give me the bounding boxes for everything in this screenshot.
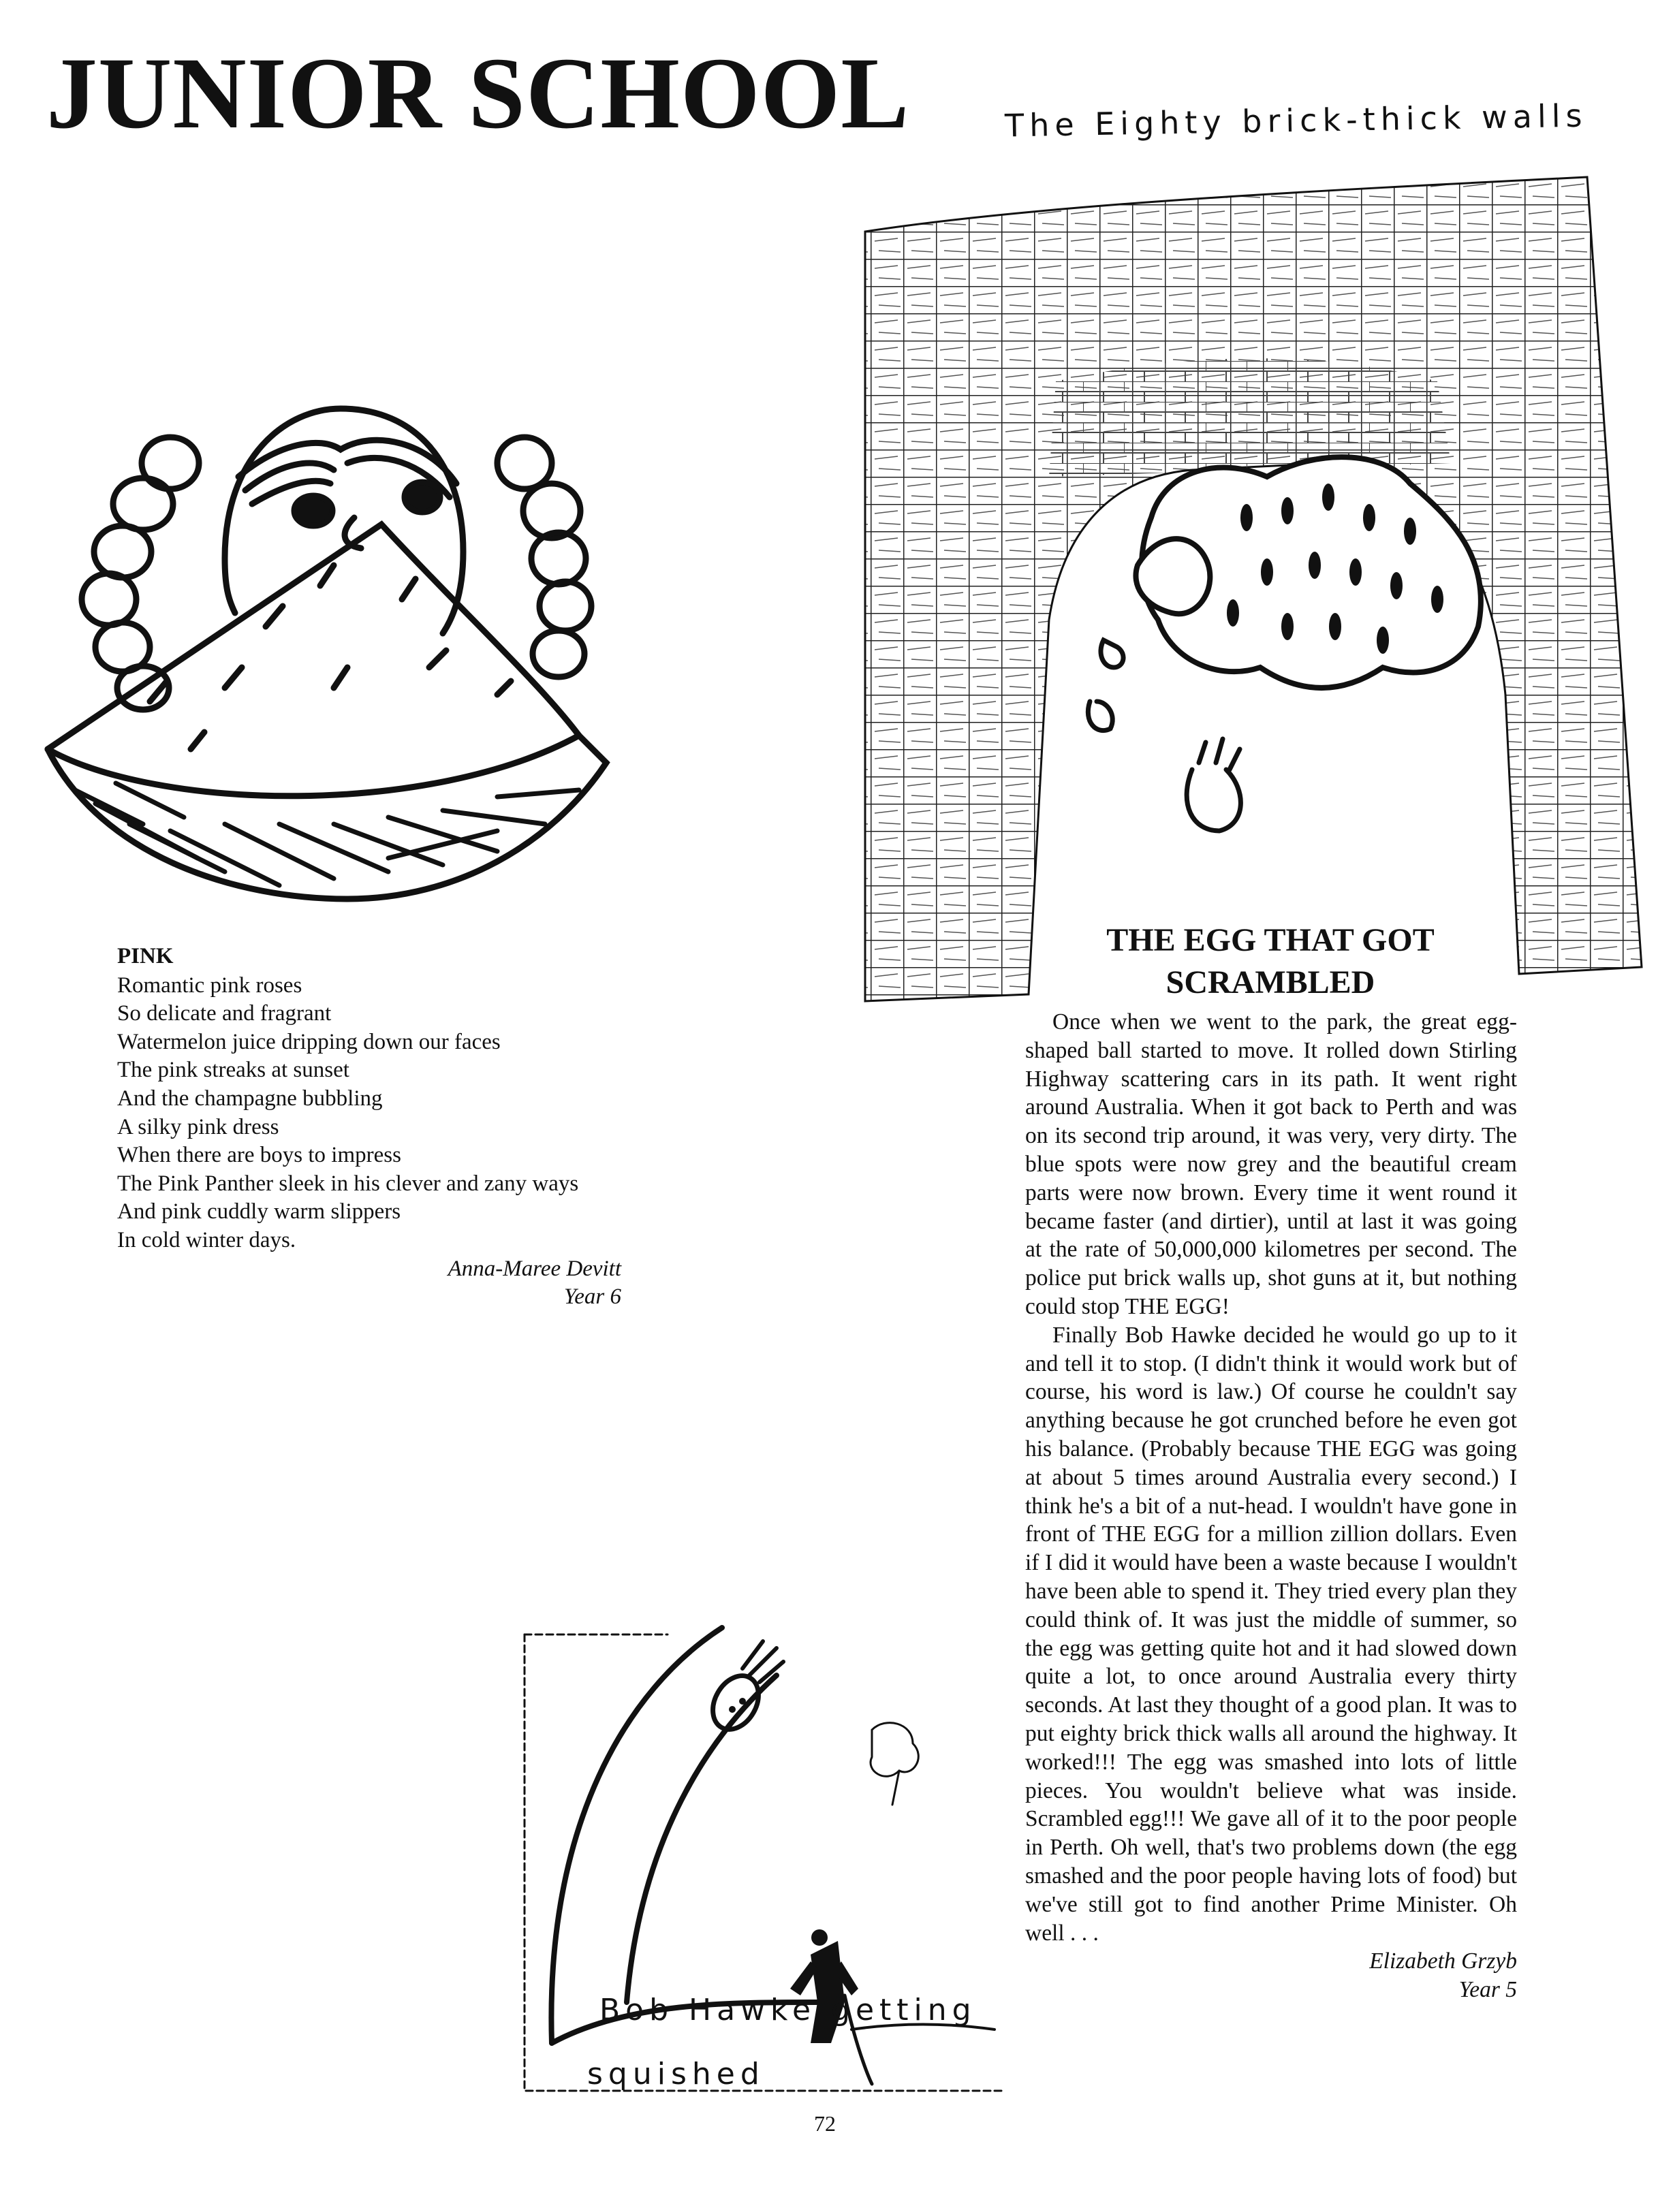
poem-line: A silky pink dress [117, 1114, 279, 1139]
poem-line: Romantic pink roses [117, 973, 302, 998]
hawke-drawing-caption-line2: squished [587, 2057, 765, 2091]
girl-eating-watermelon-drawing [20, 381, 620, 926]
poem-line: When there are boys to impress [117, 1143, 401, 1168]
poem-line: Watermelon juice dripping down our faces [117, 1029, 501, 1054]
poem-line: The Pink Panther sleek in his clever and zany ways [117, 1171, 579, 1196]
story-title: THE EGG THAT GOT SCRAMBLED [1106, 922, 1435, 1000]
hawke-drawing-caption: Bob Hawke getting [599, 1993, 977, 2027]
egg-squishing-man-drawing [490, 1621, 1008, 2111]
story [1025, 1008, 1517, 2004]
poem-author: Anna-Maree Devitt [448, 1256, 621, 1281]
poem-line: And the champagne bubbling [117, 1086, 383, 1111]
poem-title: PINK [117, 944, 174, 968]
poem-line: And pink cuddly warm slippers [117, 1199, 401, 1224]
poem [117, 943, 621, 1312]
page-number: 72 [814, 2111, 836, 2136]
poem-year: Year 6 [563, 1284, 621, 1310]
story-paragraph: Finally Bob Hawke decided he would go up to it and tell it to stop. (I didn't think it would work but of course, his word is law.) Of course he couldn't say anything because he got crunched before he even got his balance. (Probably because THE EGG was going at about 5 times around Australia every second.) I think he's a bit of a nut-head. I wouldn't have gone in front of THE EGG for a million zillion dollars. Even if I did it would have been a waste because I wouldn't have been able to spend it. They tried every plan they could think of. It was just the middle of summer, so the egg was getting quite hot and it had slowed down quite a lot, to once around Australia every thirty seconds. At last they thought of a good plan. It was to put eighty brick thick walls all around the highway. It worked!!! The egg was smashed into lots of little pieces. You wouldn't believe what was inside. Scrambled egg!!! We gave all of it to the poor people in Perth. Oh well, that's two problems down (the egg smashed and the poor people having lots of food) but we've still got to find another Prime Minister. Oh well . . . [1025, 1322, 1517, 1946]
poem-line: In cold winter days. [117, 1227, 296, 1252]
poem-line: So delicate and fragrant [117, 1001, 332, 1026]
story-paragraph: Once when we went to the park, the great egg-shaped ball started to move. It rolled down Stirling Highway scattering cars in its path. It went right around Australia. When it got back to Perth and was on its second trip around, it was very, very dirty. The blue spots were now grey and the beautiful cream parts were now brown. Every time it went round it became faster (and dirtier), until at last it was going at the rate of 50,000,000 kilometres per second. The police put brick walls up, shot guns at it, but nothing could stop THE EGG! [1025, 1009, 1517, 1319]
story-year: Year 5 [1458, 1977, 1517, 2003]
poem-line: The pink streaks at sunset [117, 1058, 349, 1083]
brick-wall-egg-drawing [838, 177, 1655, 1015]
story-author: Elizabeth Grzyb [1369, 1948, 1517, 1974]
poem-lines [117, 972, 621, 1255]
section-title: JUNIOR SCHOOL [46, 37, 910, 150]
wall-drawing-caption: The Eighty brick-thick walls [1004, 97, 1588, 144]
